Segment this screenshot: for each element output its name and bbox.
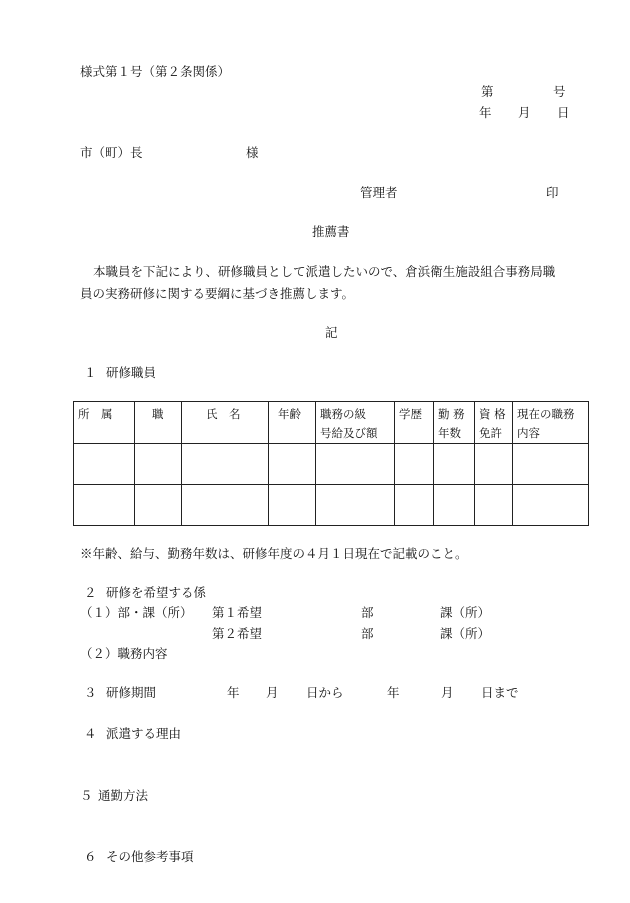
table-cell[interactable] xyxy=(395,444,434,485)
table-note: ※年齢、給与、勤務年数は、研修年度の４月１日現在で記載のこと。 xyxy=(80,546,468,561)
addressee-title: 市（町）長 xyxy=(80,145,143,160)
header-cell-affiliation: 所 属 xyxy=(74,402,135,444)
header-cell-age: 年齢 xyxy=(269,402,316,444)
second-choice-label: 第２希望 xyxy=(212,626,263,641)
section4-number: ４ xyxy=(84,726,97,741)
second-choice-ka: 課（所） xyxy=(440,626,491,641)
first-choice-label: 第１希望 xyxy=(212,605,263,620)
doc-number-suffix: 号 xyxy=(553,84,566,99)
first-choice-bu: 部 xyxy=(361,605,374,620)
section5-number: ５ xyxy=(80,788,93,803)
section6-number: ６ xyxy=(84,849,97,864)
table-cell[interactable] xyxy=(434,485,475,526)
header-cell-education: 学歴 xyxy=(395,402,434,444)
header-cell-position: 職 xyxy=(135,402,182,444)
table-cell[interactable] xyxy=(269,485,316,526)
section6-title: その他参考事項 xyxy=(106,849,194,864)
table-cell[interactable] xyxy=(513,485,589,526)
second-choice-bu: 部 xyxy=(361,626,374,641)
intro-line-1: 本職員を下記により、研修職員として派遣したいので、倉浜衛生施設組合事務局職 xyxy=(93,264,556,279)
section1-title: 研修職員 xyxy=(106,365,157,380)
section5-title: 通勤方法 xyxy=(98,788,149,803)
period-to-year: 年 xyxy=(387,685,400,700)
table-cell[interactable] xyxy=(135,485,182,526)
table-cell[interactable] xyxy=(475,485,513,526)
manager-label: 管理者 xyxy=(360,185,398,200)
period-to-day: 日まで xyxy=(481,685,519,700)
section4-title: 派遣する理由 xyxy=(106,726,182,741)
intro-line-2: 員の実務研修に関する要綱に基づき推薦します。 xyxy=(80,286,355,301)
period-from-day: 日から xyxy=(306,685,344,700)
section3-title: 研修期間 xyxy=(106,685,157,700)
date-day: 日 xyxy=(557,105,570,120)
table-row xyxy=(74,485,589,526)
table-cell[interactable] xyxy=(182,485,269,526)
table-cell[interactable] xyxy=(395,485,434,526)
header-cell-grade-salary: 職務の級 号給及び額 xyxy=(316,402,395,444)
table-cell[interactable] xyxy=(74,444,135,485)
section2-number: ２ xyxy=(84,585,97,600)
document-title: 推薦書 xyxy=(312,224,350,239)
dept-section-label: （１）部・課（所） xyxy=(80,605,193,620)
trainee-table xyxy=(73,401,589,526)
header-cell-qualifications: 資 格 免許 xyxy=(475,402,513,444)
header-cell-name: 氏 名 xyxy=(182,402,269,444)
header-cell-current-duties: 現在の職務 内容 xyxy=(513,402,589,444)
table-cell[interactable] xyxy=(182,444,269,485)
table-cell[interactable] xyxy=(316,444,395,485)
section1-number: １ xyxy=(84,365,97,380)
period-to-month: 月 xyxy=(441,685,454,700)
doc-number-prefix: 第 xyxy=(481,84,494,99)
table-cell[interactable] xyxy=(135,444,182,485)
table-row xyxy=(74,444,589,485)
duty-content-label: （２）職務内容 xyxy=(80,646,168,661)
period-from-month: 月 xyxy=(266,685,279,700)
period-from-year: 年 xyxy=(227,685,240,700)
first-choice-ka: 課（所） xyxy=(440,605,491,620)
table-cell[interactable] xyxy=(475,444,513,485)
header-cell-years-of-service: 勤 務 年数 xyxy=(434,402,475,444)
table-cell[interactable] xyxy=(269,444,316,485)
date-year: 年 xyxy=(479,105,492,120)
table-cell[interactable] xyxy=(316,485,395,526)
table-cell[interactable] xyxy=(74,485,135,526)
table-header-row xyxy=(74,402,589,444)
seal-mark: 印 xyxy=(546,185,559,200)
section2-title: 研修を希望する係 xyxy=(106,585,207,600)
table-cell[interactable] xyxy=(513,444,589,485)
form-label: 様式第１号（第２条関係） xyxy=(80,64,231,79)
ki-heading: 記 xyxy=(325,325,338,340)
addressee-honorific: 様 xyxy=(246,145,259,160)
section3-number: ３ xyxy=(84,685,97,700)
table-cell[interactable] xyxy=(434,444,475,485)
date-month: 月 xyxy=(518,105,531,120)
